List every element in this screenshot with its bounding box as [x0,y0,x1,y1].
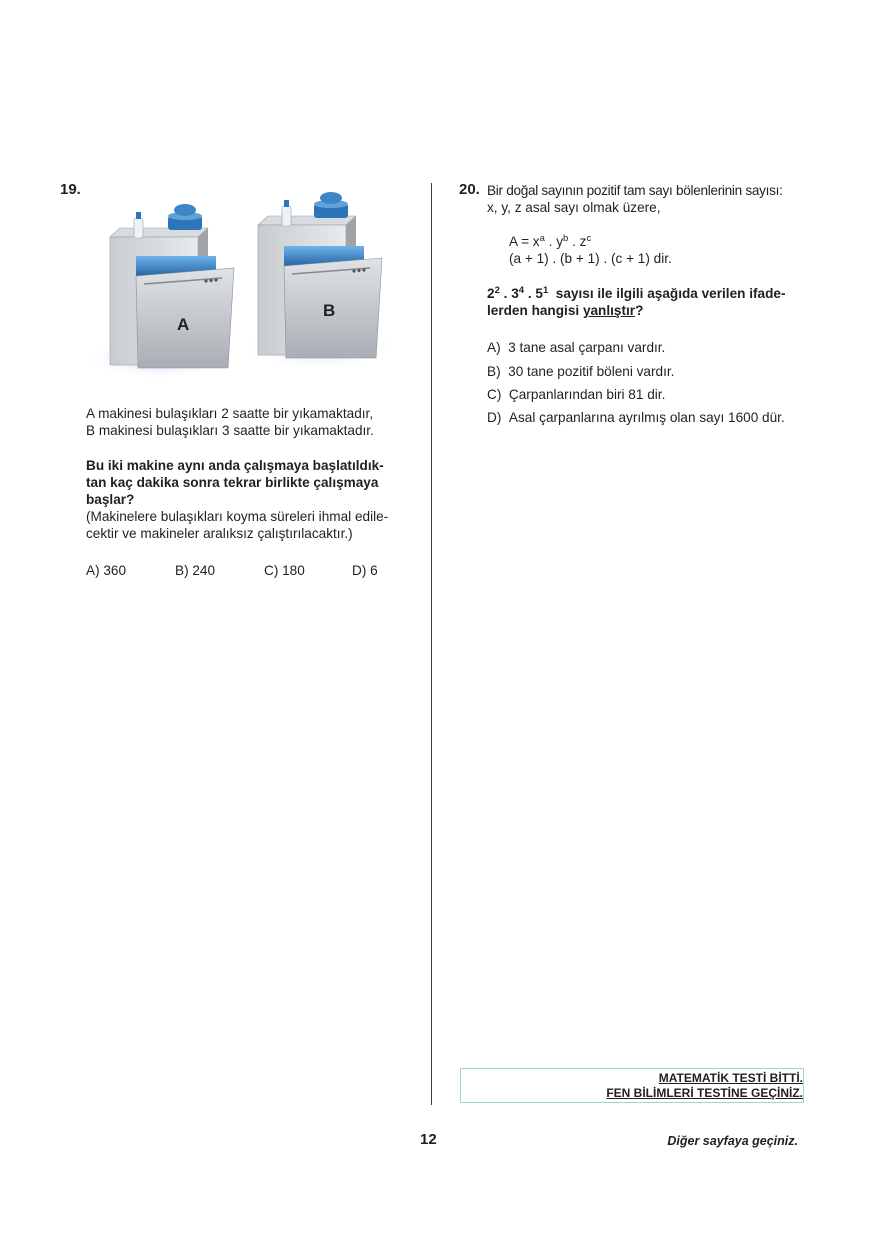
dishwasher-a [82,204,238,380]
next-page-note: Diğer sayfaya geçiniz. [667,1134,798,1148]
q19-option-c[interactable]: C) 180 [264,563,305,578]
end-line1: MATEMATİK TESTİ BİTTİ. [658,1071,803,1085]
q20-option-d[interactable]: D) Asal çarpanlarına ayrılmış olan sayı 1600 dür. [487,410,785,425]
machine-b-label: B [323,301,336,320]
test-end-box [460,1068,804,1103]
q19-option-d[interactable]: D) 6 [352,563,378,578]
q20-question-line1: $2^2$ . $3^4$ . $5^1$ sayısı ile ilgili aşağıda verilen ifade- [487,284,786,301]
q20-option-b[interactable]: B) 30 tane pozitif böleni vardır. [487,364,675,379]
q19-option-b[interactable]: B) 240 [175,563,216,578]
q19-number: 19. [60,181,81,198]
end-line2: FEN BİLİMLERİ TESTİNE GEÇİNİZ. [606,1086,803,1100]
q19-note-line: cektir ve makineler aralıksız çalıştırılacaktır.) [86,526,353,541]
q19-stem-line: A makinesi bulaşıkları 2 saatte bir yıkamaktadır, [86,406,374,421]
emphasis-underline: yanlıştır [582,303,636,318]
dishwashers-illustration [80,190,410,390]
q20-number: 20. [459,181,480,198]
q19-stem-line: B makinesi bulaşıkları 3 saatte bir yıkamaktadır. [86,423,374,438]
q19-question-line: başlar? [86,492,135,507]
q19-note [86,508,388,542]
q20-formula-line1: $A = x^a$ . $y^b$ . $z^c$ [509,232,592,249]
q20-intro-line2: x, y, z asal sayı olmak üzere, [487,200,661,215]
q19-question-line: Bu iki makine aynı anda çalışmaya başlatıldık- [86,458,384,473]
column-divider [431,183,432,1105]
q20-option-c[interactable]: C) Çarpanlarından biri 81 dir. [487,387,666,402]
page-number: 12 [420,1131,437,1148]
q19-note-line: (Makinelere bulaşıkları koyma süreleri ihmal edile- [86,509,389,524]
q19-question [86,457,384,508]
q19-stem [86,405,374,439]
q20-option-a[interactable]: A) 3 tane asal çarpanı vardır. [487,340,666,355]
dishwasher-b [242,192,398,370]
q20-question-line2: lerden hangisi yanlıştır? [487,303,644,318]
q19-question-line: tan kaç dakika sonra tekrar birlikte çalışmaya [86,475,379,490]
q19-option-a[interactable]: A) 360 [86,563,127,578]
q20-formula-line2: (a + 1) . (b + 1) . (c + 1) dir. [509,251,672,266]
q20-intro-line1: Bir doğal sayının pozitif tam sayı bölenlerinin sayısı: [487,183,783,198]
machine-a-label: A [177,315,190,334]
